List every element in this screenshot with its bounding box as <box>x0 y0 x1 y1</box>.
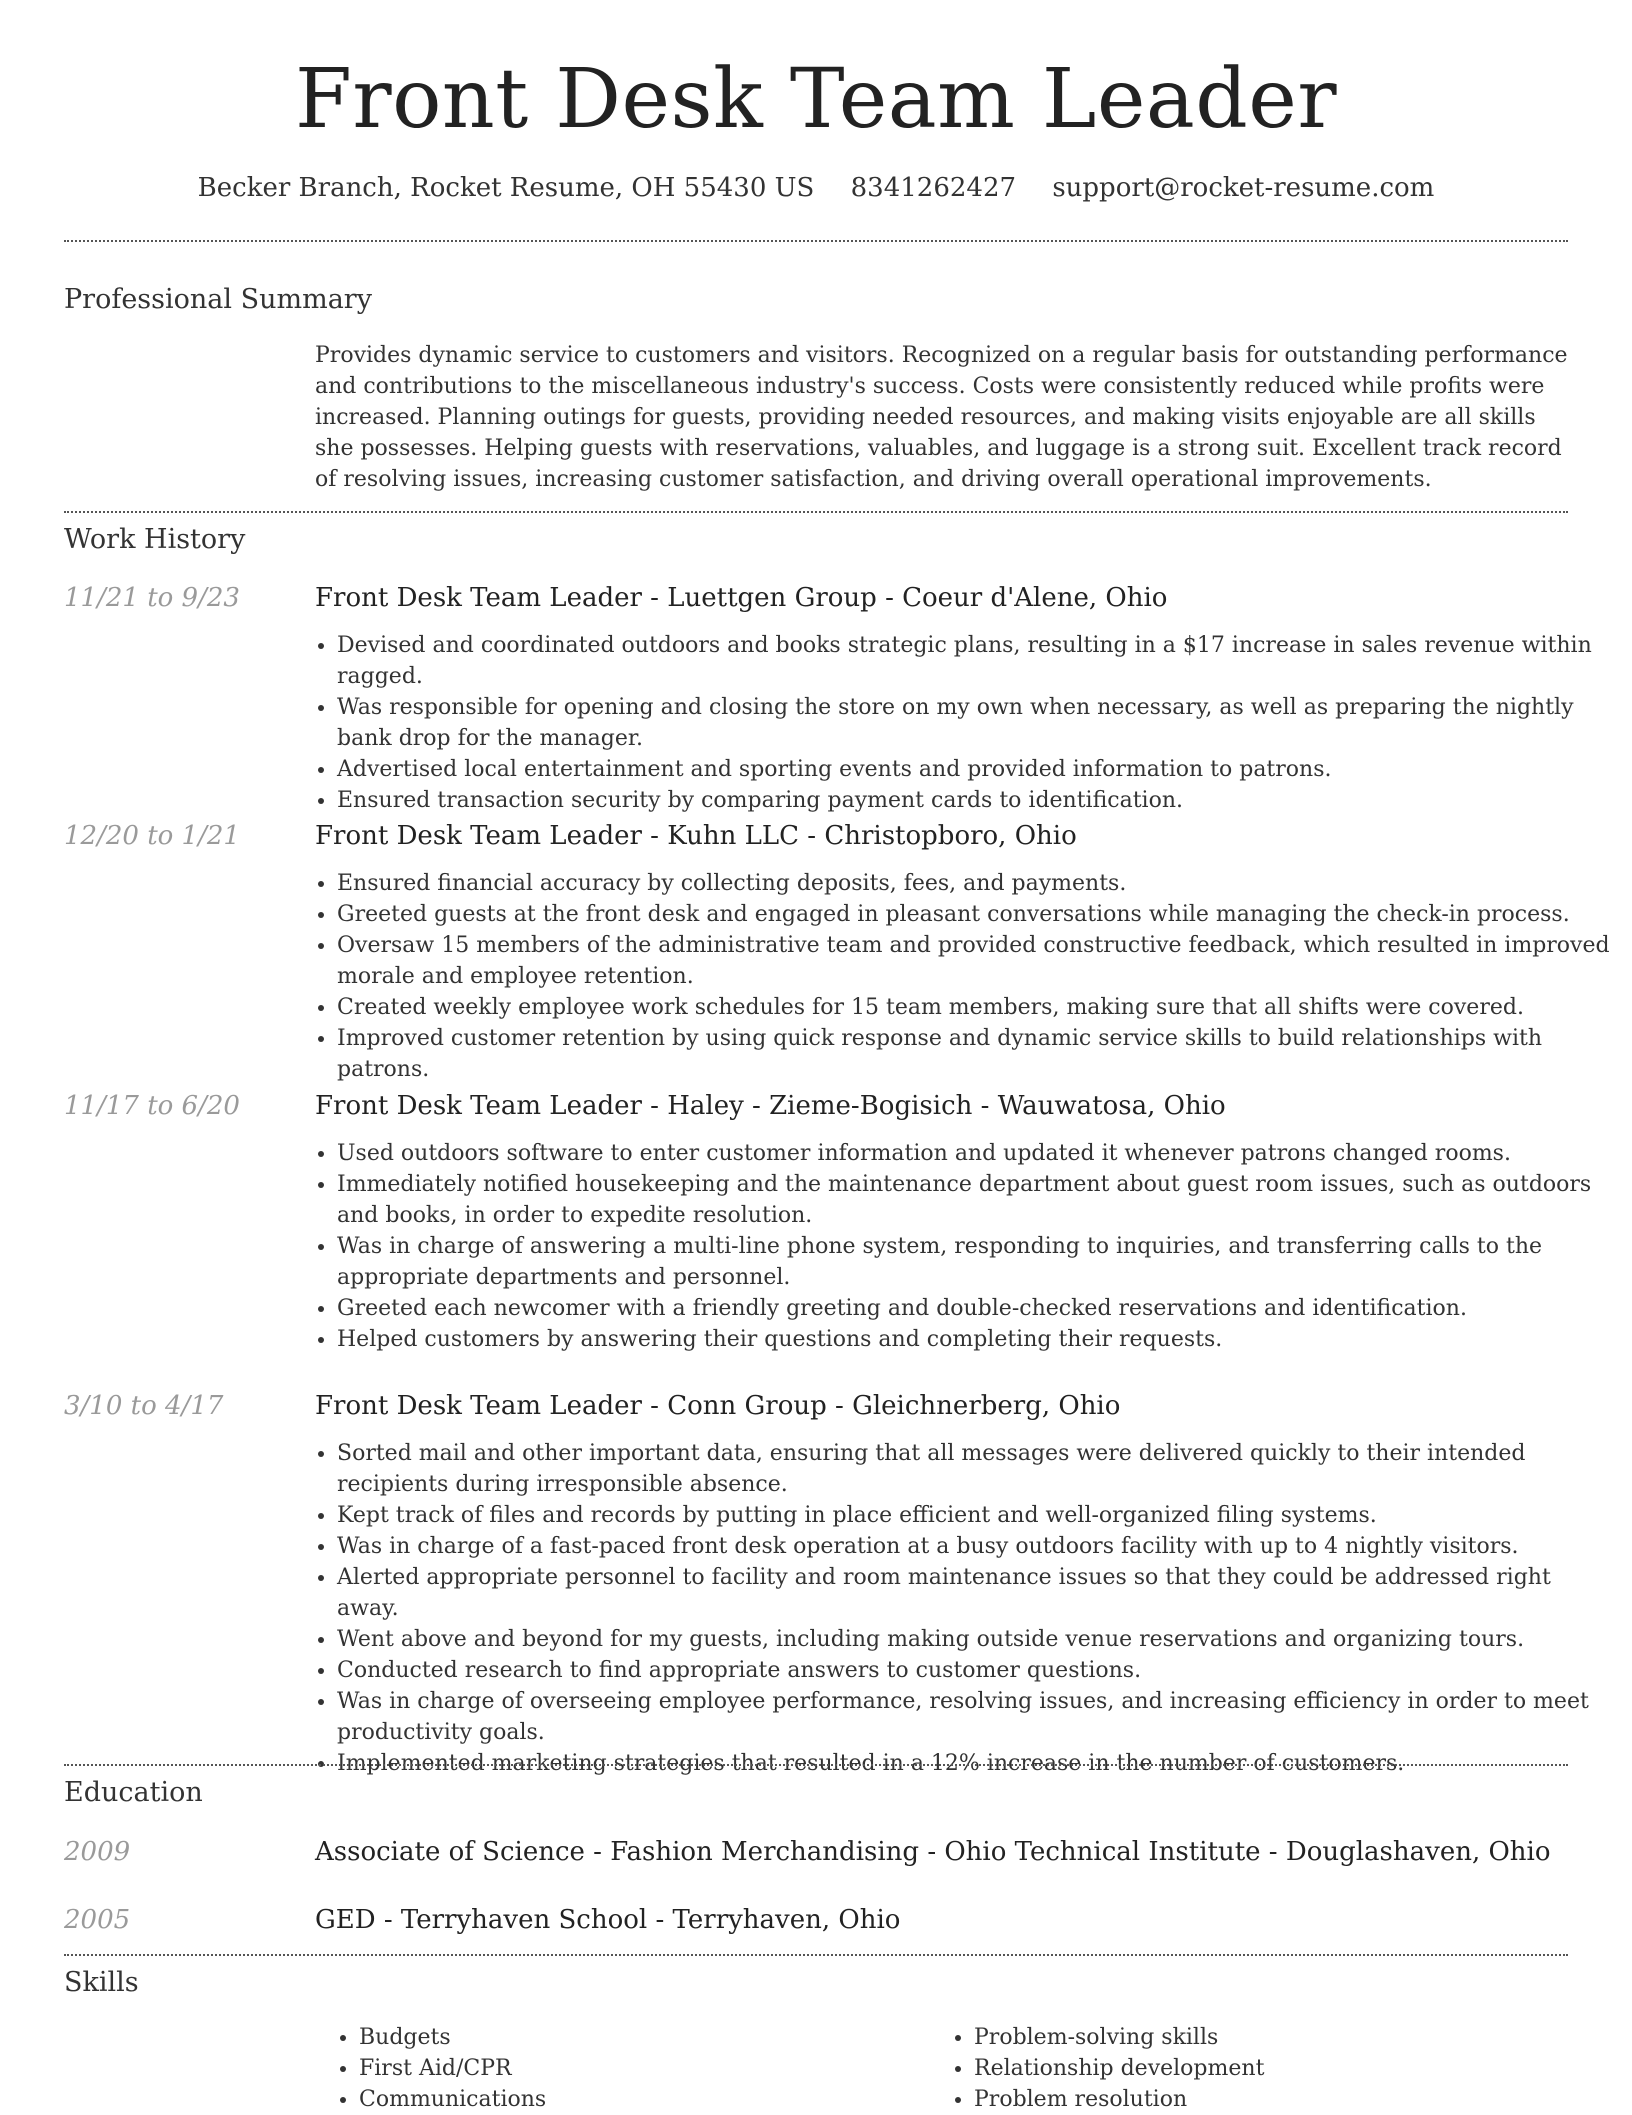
contact-line <box>0 168 1632 208</box>
list-item: • Alerted appropriate personnel to facility and room maintenance issues so that they could be addressed right away. <box>337 1562 1617 1624</box>
section-title-education: Education <box>64 1777 203 1808</box>
section-title-summary: Professional Summary <box>64 284 372 315</box>
list-item: • Was in charge of overseeing employee performance, resolving issues, and increasing efficiency in order to meet productivity goals. <box>337 1686 1617 1748</box>
list-item: • Sorted mail and other important data, ensuring that all messages were delivered quickly to their intended recipients during irresponsible absence. <box>337 1438 1617 1500</box>
job-dates: 11/17 to 6/20 <box>64 1091 240 1121</box>
job-bullets <box>315 630 1617 816</box>
section-title-skills: Skills <box>64 1967 139 1998</box>
divider <box>64 511 1568 513</box>
job-title: Front Desk Team Leader - Luettgen Group - Coeur d'Alene, Ohio <box>315 583 1168 613</box>
list-item: • Implemented marketing strategies that resulted in a 12% increase in the number of customers. <box>337 1748 1617 1779</box>
list-item: • Kept track of files and records by putting in place efficient and well-organized filing systems. <box>337 1500 1617 1531</box>
list-item: • Immediately notified housekeeping and the maintenance department about guest room issues, such as outdoors and books, in order to expedite resolution. <box>337 1169 1617 1231</box>
skill-item: • Budgets <box>359 2022 919 2053</box>
section-title-work: Work History <box>64 524 246 555</box>
contact-email: support@rocket-resume.com <box>1052 173 1435 203</box>
skill-item: • Problem-solving skills <box>974 2022 1554 2053</box>
education-title: GED - Terryhaven School - Terryhaven, Ohio <box>315 1905 901 1935</box>
list-item: • Was in charge of a fast-paced front desk operation at a busy outdoors facility with up to 4 nightly visitors. <box>337 1531 1617 1562</box>
skill-item: • Communications <box>359 2084 919 2115</box>
divider <box>64 1764 1568 1766</box>
skill-item: • Problem resolution <box>974 2084 1554 2115</box>
job-title: Front Desk Team Leader - Kuhn LLC - Christopboro, Ohio <box>315 821 1077 851</box>
divider <box>64 240 1568 242</box>
skill-item: • Relationship development <box>974 2053 1554 2084</box>
job-dates: 12/20 to 1/21 <box>64 821 240 851</box>
list-item: • Conducted research to find appropriate answers to customer questions. <box>337 1655 1617 1686</box>
list-item: • Greeted each newcomer with a friendly greeting and double-checked reservations and identification. <box>337 1293 1617 1324</box>
list-item: • Went above and beyond for my guests, including making outside venue reservations and organizing tours. <box>337 1624 1617 1655</box>
contact-phone: 8341262427 <box>850 173 1017 203</box>
job-dates: 11/21 to 9/23 <box>64 583 240 613</box>
skills-list-right <box>952 2022 1554 2115</box>
job-title: Front Desk Team Leader - Conn Group - Gleichnerberg, Ohio <box>315 1391 1121 1421</box>
list-item: • Greeted guests at the front desk and engaged in pleasant conversations while managing the check-in process. <box>337 899 1617 930</box>
summary-text: Provides dynamic service to customers and visitors. Recognized on a regular basis for outstanding performance and contributions to the miscellaneous industry's success. Costs were consistently reduced while profits were increased. Planning outings for guests, providing needed resources, and making visits enjoyable are all skills she possesses. Helping guests with reservations, valuables, and luggage is a strong suit. Excellent track record of resolving issues, increasing customer satisfaction, and driving overall operational improvements. <box>315 343 1568 492</box>
job-bullets <box>315 1138 1617 1355</box>
skills-list-left <box>337 2022 919 2115</box>
job-bullets <box>315 1438 1617 1779</box>
skill-item: • First Aid/CPR <box>359 2053 919 2084</box>
list-item: • Helped customers by answering their questions and completing their requests. <box>337 1324 1617 1355</box>
education-year: 2009 <box>64 1837 131 1867</box>
job-bullets <box>315 868 1617 1085</box>
job-title: Front Desk Team Leader - Haley - Zieme-Bogisich - Wauwatosa, Ohio <box>315 1091 1226 1121</box>
education-title: Associate of Science - Fashion Merchandising - Ohio Technical Institute - Douglashaven, Ohio <box>315 1837 1551 1867</box>
candidate-name: Front Desk Team Leader <box>294 52 1338 147</box>
list-item: • Advertised local entertainment and sporting events and provided information to patrons. <box>337 754 1617 785</box>
list-item: • Ensured financial accuracy by collecting deposits, fees, and payments. <box>337 868 1617 899</box>
list-item: • Devised and coordinated outdoors and books strategic plans, resulting in a $17 increase in sales revenue within ragged. <box>337 630 1617 692</box>
list-item: • Ensured transaction security by comparing payment cards to identification. <box>337 785 1617 816</box>
list-item: • Was responsible for opening and closing the store on my own when necessary, as well as preparing the nightly bank drop for the manager. <box>337 692 1617 754</box>
job-dates: 3/10 to 4/17 <box>64 1391 224 1421</box>
list-item: • Used outdoors software to enter customer information and updated it whenever patrons changed rooms. <box>337 1138 1617 1169</box>
divider <box>64 1954 1568 1956</box>
list-item: • Oversaw 15 members of the administrative team and provided constructive feedback, which resulted in improved morale and employee retention. <box>337 930 1617 992</box>
list-item: • Improved customer retention by using quick response and dynamic service skills to build relationships with patrons. <box>337 1023 1617 1085</box>
list-item: • Created weekly employee work schedules for 15 team members, making sure that all shifts were covered. <box>337 992 1617 1023</box>
education-year: 2005 <box>64 1905 131 1935</box>
list-item: • Was in charge of answering a multi-line phone system, responding to inquiries, and transferring calls to the appropriate departments and personnel. <box>337 1231 1617 1293</box>
contact-address: Becker Branch, Rocket Resume, OH 55430 US <box>197 173 815 203</box>
